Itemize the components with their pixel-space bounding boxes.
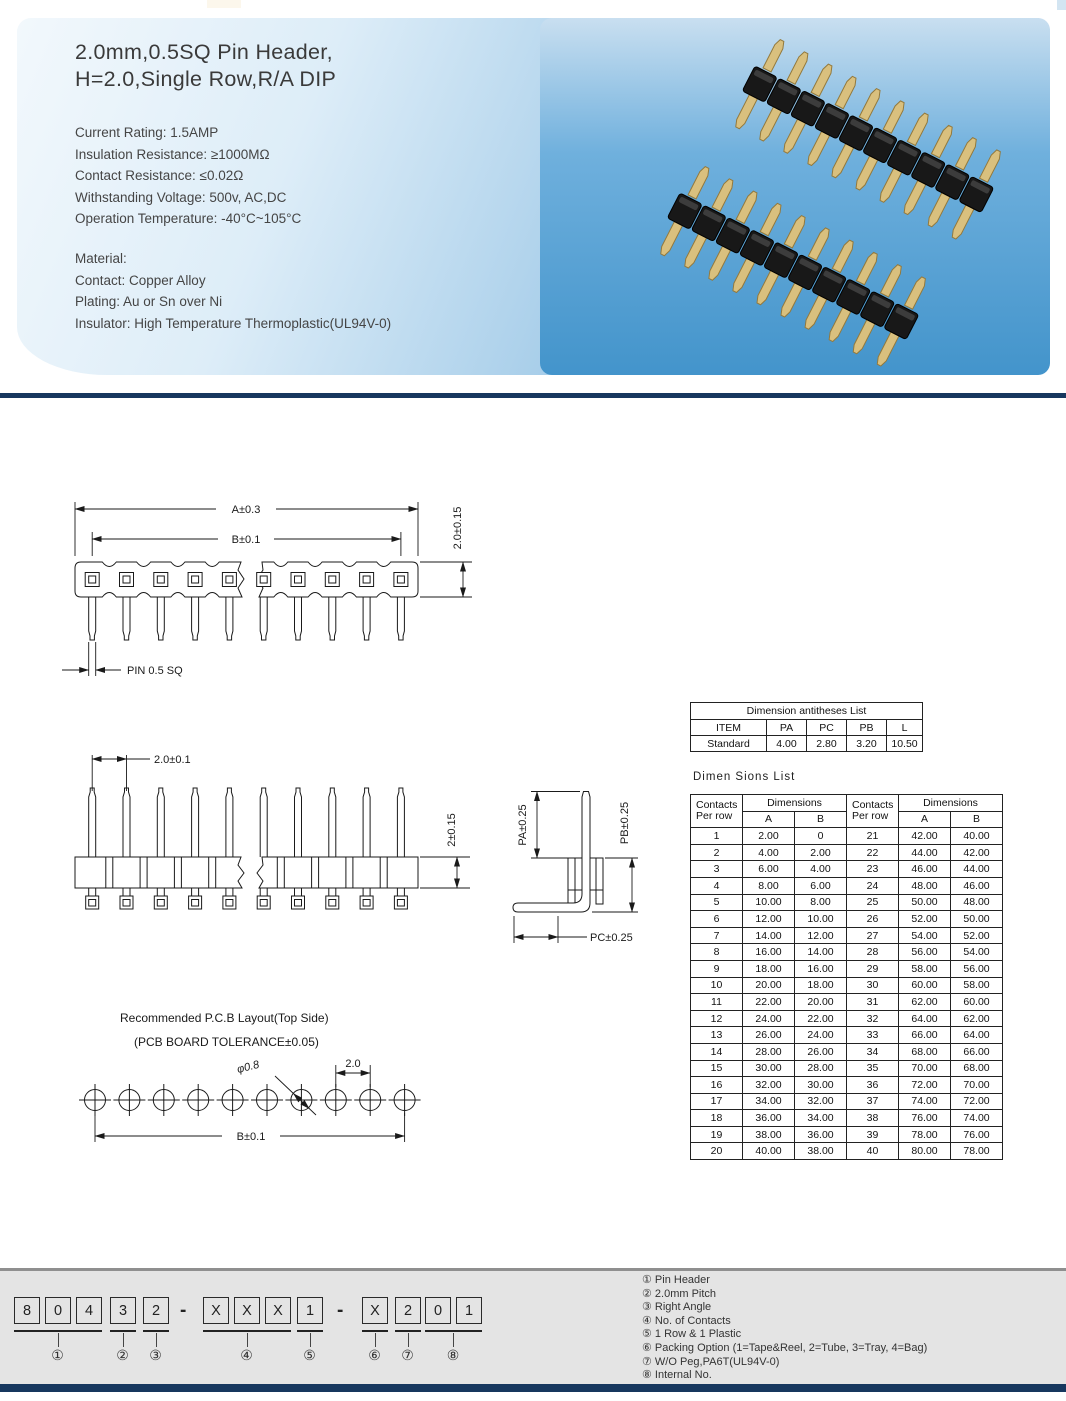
table-cell: 20.00 [795, 994, 847, 1011]
table-cell: 48.00 [899, 877, 951, 894]
table-cell: 40 [847, 1143, 899, 1160]
table-cell: 50.00 [899, 894, 951, 911]
table-cell: Standard [691, 736, 767, 752]
table-cell: 30 [847, 977, 899, 994]
table-cell: 2.00 [743, 828, 795, 845]
part-number-index: ① [51, 1347, 64, 1363]
table-cell: 32.00 [795, 1093, 847, 1110]
table-row [691, 828, 1003, 845]
antitheses-table-title: Dimension antitheses List [691, 703, 923, 720]
table-cell: 19 [691, 1126, 743, 1143]
dim-pb-label: PB±0.25 [619, 801, 631, 845]
part-number-index: ② [116, 1347, 129, 1363]
table-cell: 0 [795, 828, 847, 845]
table-cell: 39 [847, 1126, 899, 1143]
part-number-leader [247, 1333, 248, 1347]
spec-line: Contact Resistance: ≤0.02Ω [75, 168, 244, 184]
table-row [691, 1093, 1003, 1110]
table-cell: 5 [691, 894, 743, 911]
part-number-box: 3 [110, 1297, 136, 1324]
table-cell: 7 [691, 927, 743, 944]
table-cell: 74.00 [951, 1110, 1003, 1127]
dim-pc-label: PC±0.25 [590, 932, 633, 944]
table-cell: 70.00 [899, 1060, 951, 1077]
part-number-index: ③ [149, 1347, 162, 1363]
table-row [691, 911, 1003, 928]
col-a-header: A [743, 811, 795, 828]
part-number-box: 2 [395, 1297, 421, 1324]
legend-line: ⑧ Internal No. [642, 1369, 712, 1382]
table-cell: 28.00 [743, 1043, 795, 1060]
dim-pa-label: PA±0.25 [517, 804, 529, 846]
table-cell: 24.00 [743, 1010, 795, 1027]
table-cell: 42.00 [951, 844, 1003, 861]
table-cell: 4.00 [743, 844, 795, 861]
table-cell: 28 [847, 944, 899, 961]
dim-pitch-label: 2.0±0.1 [154, 754, 191, 766]
table-cell: 30.00 [795, 1077, 847, 1094]
table-cell: 2.80 [807, 736, 847, 752]
table-cell: 72.00 [951, 1093, 1003, 1110]
part-number-leader [408, 1333, 409, 1347]
part-number-leader [310, 1333, 311, 1347]
legend-line: ① Pin Header [642, 1274, 710, 1286]
part-number-underline [203, 1330, 291, 1332]
drawing-right-angle-view [495, 775, 660, 970]
legend-line: ⑥ Packing Option (1=Tape&Reel, 2=Tube, 3=Tray, 4=Bag) [642, 1341, 928, 1354]
table-cell: 56.00 [899, 944, 951, 961]
section-divider [0, 393, 1066, 398]
table-cell: 80.00 [899, 1143, 951, 1160]
table-cell: 26 [847, 911, 899, 928]
table-cell: 6.00 [743, 861, 795, 878]
table-cell: 28.00 [795, 1060, 847, 1077]
table-cell: 10.00 [743, 894, 795, 911]
table-cell: 52.00 [899, 911, 951, 928]
table-row [691, 1126, 1003, 1143]
table-cell: 31 [847, 994, 899, 1011]
table-row [691, 977, 1003, 994]
table-cell: 22.00 [795, 1010, 847, 1027]
antitheses-header-cell: PC [807, 720, 847, 736]
table-cell: 14.00 [795, 944, 847, 961]
table-cell: 60.00 [899, 977, 951, 994]
material-line: Contact: Copper Alloy [75, 272, 206, 288]
antitheses-header-cell: PB [847, 720, 887, 736]
table-cell: 30.00 [743, 1060, 795, 1077]
part-number-leader [156, 1333, 157, 1347]
part-number-box: X [203, 1297, 229, 1324]
part-number-separator: - [180, 1300, 187, 1321]
dim-b-label: B±0.1 [231, 534, 261, 546]
table-cell: 24.00 [795, 1027, 847, 1044]
table-cell: 40.00 [743, 1143, 795, 1160]
table-cell: 18.00 [795, 977, 847, 994]
table-cell: 68.00 [899, 1043, 951, 1060]
table-cell: 2.00 [795, 844, 847, 861]
table-cell: 16 [691, 1077, 743, 1094]
table-cell: 6.00 [795, 877, 847, 894]
table-cell: 34.00 [743, 1093, 795, 1110]
table-cell: 50.00 [951, 911, 1003, 928]
part-number-box: 4 [76, 1297, 102, 1324]
part-number-separator: - [337, 1300, 344, 1321]
table-row [691, 1143, 1003, 1160]
table-cell: 25 [847, 894, 899, 911]
table-cell: 62.00 [951, 1010, 1003, 1027]
drawing-pcb-layout [70, 1005, 470, 1165]
table-cell: 29 [847, 960, 899, 977]
table-cell: 8 [691, 944, 743, 961]
part-number-box: 0 [45, 1297, 71, 1324]
pcb-title: Recommended P.C.B Layout(Top Side) [120, 1011, 329, 1025]
dim-height-label: 2.0±0.15 [452, 506, 464, 550]
table-cell: 52.00 [951, 927, 1003, 944]
table-cell: 62.00 [899, 994, 951, 1011]
material-line: Material: [75, 251, 127, 266]
part-number-leader [375, 1333, 376, 1347]
part-number-box: X [362, 1297, 388, 1324]
table-cell: 8.00 [795, 894, 847, 911]
table-cell: 58.00 [951, 977, 1003, 994]
legend-line: ③ Right Angle [642, 1301, 712, 1314]
table-cell: 17 [691, 1093, 743, 1110]
table-cell: 42.00 [899, 828, 951, 845]
drawing-side-view [50, 745, 480, 935]
part-number-underline [297, 1330, 323, 1332]
contacts-header: Contacts Per row [691, 795, 743, 828]
part-number-underline [425, 1330, 482, 1332]
dim-height2-label: 2±0.15 [446, 813, 458, 847]
table-row [691, 877, 1003, 894]
table-cell: 10.00 [795, 911, 847, 928]
spec-line: Operation Temperature: -40°C~105°C [75, 211, 302, 227]
table-cell: 14 [691, 1043, 743, 1060]
part-number-box: 2 [143, 1297, 169, 1324]
table-cell: 78.00 [951, 1143, 1003, 1160]
table-cell: 9 [691, 960, 743, 977]
table-cell: 38.00 [795, 1143, 847, 1160]
table-cell: 12.00 [795, 927, 847, 944]
part-number-leader [58, 1333, 59, 1347]
table-cell: 23 [847, 861, 899, 878]
table-cell: 32 [847, 1010, 899, 1027]
pcb-subtitle: (PCB BOARD TOLERANCE±0.05) [134, 1035, 319, 1049]
table-cell: 14.00 [743, 927, 795, 944]
table-cell: 74.00 [899, 1093, 951, 1110]
table-row [691, 1060, 1003, 1077]
pin-sq-label: PIN 0.5 SQ [127, 665, 183, 677]
table-row [691, 736, 923, 752]
table-cell: 70.00 [951, 1077, 1003, 1094]
table-cell: 68.00 [951, 1060, 1003, 1077]
part-number-index: ⑦ [401, 1347, 414, 1363]
part-number-index: ⑥ [368, 1347, 381, 1363]
part-number-box: 0 [425, 1297, 451, 1324]
part-number-leader [453, 1333, 454, 1347]
table-cell: 66.00 [951, 1043, 1003, 1060]
table-cell: 60.00 [951, 994, 1003, 1011]
dimensions-table [690, 794, 1003, 1160]
table-cell: 3 [691, 861, 743, 878]
table-cell: 11 [691, 994, 743, 1011]
antitheses-header-cell: ITEM [691, 720, 767, 736]
dimensions-header: Dimensions [899, 795, 1003, 812]
table-cell: 34 [847, 1043, 899, 1060]
table-cell: 76.00 [899, 1110, 951, 1127]
table-cell: 72.00 [899, 1077, 951, 1094]
part-number-underline [143, 1330, 169, 1332]
table-cell: 36.00 [743, 1110, 795, 1127]
table-cell: 33 [847, 1027, 899, 1044]
part-number-underline [362, 1330, 388, 1332]
table-cell: 18 [691, 1110, 743, 1127]
table-cell: 22.00 [743, 994, 795, 1011]
table-cell: 34.00 [795, 1110, 847, 1127]
part-number-box: X [265, 1297, 291, 1324]
table-cell: 20 [691, 1143, 743, 1160]
table-cell: 40.00 [951, 828, 1003, 845]
contacts-header: Contacts Per row [847, 795, 899, 828]
table-row [691, 1110, 1003, 1127]
table-cell: 16.00 [795, 960, 847, 977]
table-cell: 46.00 [951, 877, 1003, 894]
col-a-header: A [899, 811, 951, 828]
part-number-box: 1 [456, 1297, 482, 1324]
table-cell: 13 [691, 1027, 743, 1044]
table-cell: 64.00 [899, 1010, 951, 1027]
table-cell: 38.00 [743, 1126, 795, 1143]
table-cell: 44.00 [899, 844, 951, 861]
table-cell: 20.00 [743, 977, 795, 994]
table-cell: 36.00 [795, 1126, 847, 1143]
pcb-b-label: B±0.1 [236, 1131, 266, 1143]
strip-bottom-rule [0, 1384, 1066, 1392]
table-cell: 36 [847, 1077, 899, 1094]
table-row [691, 960, 1003, 977]
table-cell: 44.00 [951, 861, 1003, 878]
table-cell: 3.20 [847, 736, 887, 752]
table-cell: 10.50 [887, 736, 923, 752]
table-cell: 26.00 [795, 1043, 847, 1060]
table-cell: 76.00 [951, 1126, 1003, 1143]
table-cell: 48.00 [951, 894, 1003, 911]
table-cell: 4.00 [795, 861, 847, 878]
part-number-underline [110, 1330, 136, 1332]
dimensions-header: Dimensions [743, 795, 847, 812]
table-cell: 66.00 [899, 1027, 951, 1044]
table-cell: 58.00 [899, 960, 951, 977]
table-cell: 2 [691, 844, 743, 861]
spec-line: Withstanding Voltage: 500v, AC,DC [75, 189, 287, 205]
table-cell: 15 [691, 1060, 743, 1077]
table-cell: 56.00 [951, 960, 1003, 977]
product-photo [540, 18, 1050, 375]
spec-line: Current Rating: 1.5AMP [75, 125, 219, 140]
part-number-box: 8 [14, 1297, 40, 1324]
table-cell: 54.00 [951, 944, 1003, 961]
antitheses-header-cell: PA [767, 720, 807, 736]
page-title-line1: 2.0mm,0.5SQ Pin Header, [75, 40, 333, 64]
table-cell: 54.00 [899, 927, 951, 944]
dim-a-label: A±0.3 [231, 504, 261, 516]
spec-list [75, 122, 301, 230]
part-number-index: ⑧ [446, 1347, 460, 1363]
material-line: Insulator: High Temperature Thermoplastic(UL94V-0) [75, 315, 392, 331]
table-cell: 4.00 [767, 736, 807, 752]
table-cell: 4 [691, 877, 743, 894]
part-number-underline [14, 1330, 102, 1332]
table-row [691, 1027, 1003, 1044]
table-row [691, 894, 1003, 911]
table-row [691, 1077, 1003, 1094]
table-row [691, 861, 1003, 878]
top-tab-decoration [207, 0, 241, 8]
table-cell: 12 [691, 1010, 743, 1027]
table-cell: 27 [847, 927, 899, 944]
material-list [75, 248, 391, 334]
table-cell: 18.00 [743, 960, 795, 977]
part-number-box: X [234, 1297, 260, 1324]
table-cell: 46.00 [899, 861, 951, 878]
part-number-index: ⑤ [303, 1347, 316, 1363]
table-row [691, 927, 1003, 944]
part-number-box: 1 [297, 1297, 323, 1324]
table-cell: 10 [691, 977, 743, 994]
legend-line: ④ No. of Contacts [642, 1314, 731, 1327]
table-row [691, 994, 1003, 1011]
table-cell: 37 [847, 1093, 899, 1110]
col-b-header: B [795, 811, 847, 828]
table-cell: 6 [691, 911, 743, 928]
pcb-pitch-label: 2.0 [345, 1058, 361, 1070]
table-cell: 1 [691, 828, 743, 845]
dimensions-list-caption: Dimen Sions List [693, 771, 796, 783]
table-row [691, 1010, 1003, 1027]
table-cell: 64.00 [951, 1027, 1003, 1044]
table-cell: 78.00 [899, 1126, 951, 1143]
product-banner [17, 18, 1050, 375]
table-row [691, 844, 1003, 861]
col-b-header: B [951, 811, 1003, 828]
legend-line: ⑤ 1 Row & 1 Plastic [642, 1328, 742, 1341]
table-cell: 35 [847, 1060, 899, 1077]
table-cell: 12.00 [743, 911, 795, 928]
table-cell: 22 [847, 844, 899, 861]
antitheses-header-cell: L [887, 720, 923, 736]
page-title-line2: H=2.0,Single Row,R/A DIP [75, 67, 337, 91]
part-number-legend [642, 1274, 927, 1383]
table-cell: 21 [847, 828, 899, 845]
table-cell: 24 [847, 877, 899, 894]
table-row [691, 1043, 1003, 1060]
legend-line: ⑦ W/O Peg,PA6T(UL94V-0) [642, 1355, 780, 1368]
part-number-underline [395, 1330, 421, 1332]
table-cell: 8.00 [743, 877, 795, 894]
material-line: Plating: Au or Sn over Ni [75, 294, 223, 310]
drawing-top-view [50, 490, 480, 690]
table-cell: 32.00 [743, 1077, 795, 1094]
pcb-hole-label: φ0.8 [235, 1058, 261, 1076]
table-cell: 38 [847, 1110, 899, 1127]
legend-line: ② 2.0mm Pitch [642, 1287, 717, 1300]
table-row [691, 944, 1003, 961]
corner-decoration [1057, 0, 1066, 10]
part-number-index: ④ [240, 1347, 253, 1363]
table-cell: 26.00 [743, 1027, 795, 1044]
antitheses-table [690, 702, 923, 752]
spec-line: Insulation Resistance: ≥1000MΩ [75, 146, 270, 162]
part-number-leader [123, 1333, 124, 1347]
table-cell: 16.00 [743, 944, 795, 961]
